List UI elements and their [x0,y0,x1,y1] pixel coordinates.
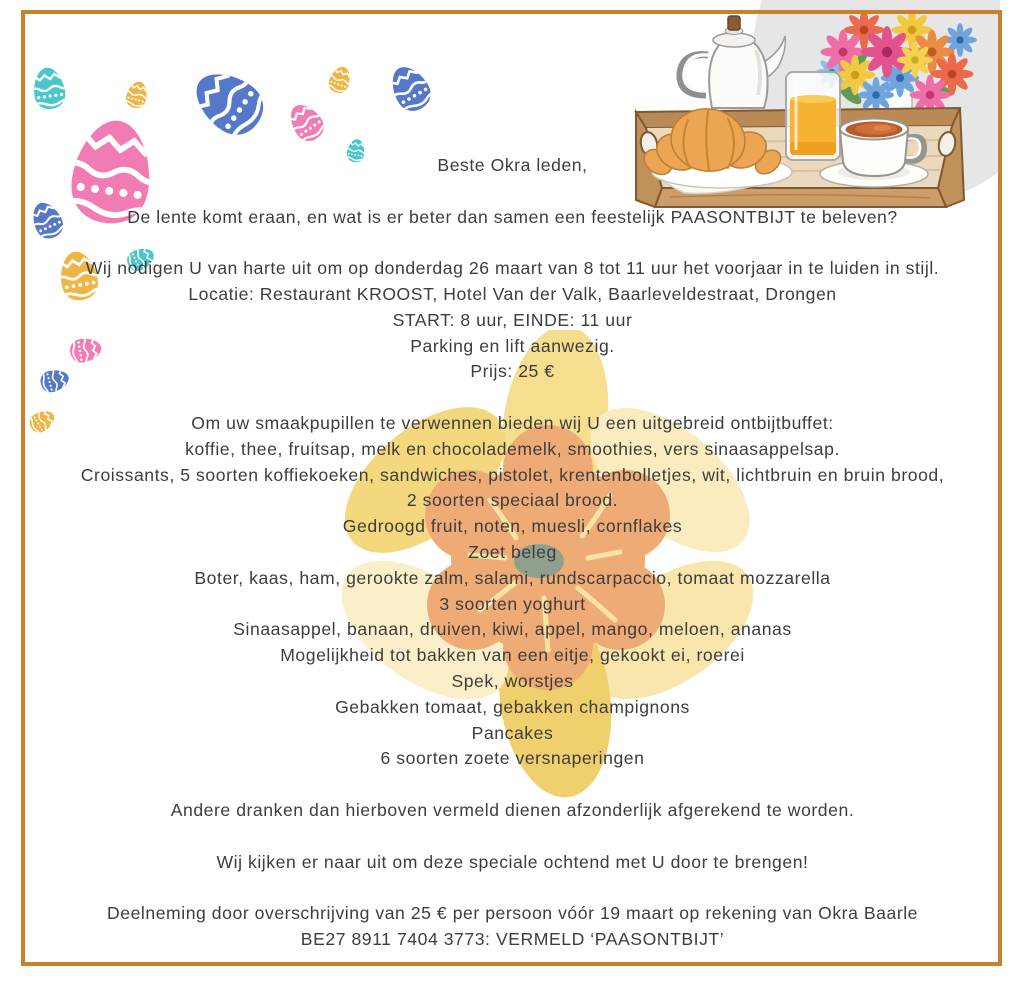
text-line: Om uw smaakpupillen te verwennen bieden wij U een uitgebreid ontbijtbuffet: [191,412,834,433]
letter-body [0,153,1025,953]
text-line: 3 soorten yoghurt [439,593,586,614]
easter-egg-icon [121,77,154,112]
event-details [0,256,1025,385]
text-line: Deelneming door overschrijving van 25 € per persoon vóór 19 maart op rekening van Okra Baarle [106,903,919,924]
easter-egg-icon [28,61,71,116]
blank-line [0,179,1025,205]
salutation-line: Beste Okra leden, [437,155,588,175]
text-line: BE27 8911 7404 3773: VERMELD ‘PAASONTBIJT’ [300,928,725,949]
text-line: koffie, thee, fruitsap, melk en chocolademelk, smoothies, vers sinaasappelsap. [185,438,840,459]
text-line: Gebakken tomaat, gebakken champignons [335,696,690,717]
text-line: 6 soorten zoete versnaperingen [380,748,645,769]
easter-egg-icon [279,94,333,149]
payment-info [0,901,1025,953]
text-line: Mogelijkheid tot bakken van een eitje, gekookt ei, roerei [280,645,745,666]
text-line: Gedroogd fruit, noten, muesli, cornflakes [342,516,683,537]
text-line: Prijs: 25 € [470,361,555,382]
text-line: Boter, kaas, ham, gerookte zalm, salami, rundscarpaccio, tomaat mozzarella [194,567,831,588]
intro-line: De lente komt eraan, en wat is er beter dan samen een feestelijk PAASONTBIJT te beleven? [127,206,898,227]
text-line: 2 soorten speciaal brood. [406,490,619,511]
easter-egg-icon [177,53,280,151]
closing-line: Wij kijken er naar uit om deze speciale ochtend met U door te brengen! [216,851,809,872]
text-line: Locatie: Restaurant KROOST, Hotel Van der Valk, Baarleveldestraat, Drongen [188,283,837,304]
buffet-menu [0,411,1025,772]
text-line: START: 8 uur, EINDE: 11 uur [392,309,633,330]
blank-line [0,772,1025,798]
text-line: Sinaasappel, banaan, druiven, kiwi, appel, mango, meloen, ananas [233,619,792,640]
text-line: Spek, worstjes [451,670,574,691]
orange-juice-glass-icon [786,72,840,160]
easter-egg-icon [323,61,357,97]
text-line: Pancakes [471,722,554,743]
easter-egg-icon [379,56,440,120]
blank-line [0,385,1025,411]
text-line: Croissants, 5 soorten koffiekoeken, sandwiches, pistolet, krentenbolletjes, wit, lichtbruin en bruin brood, [80,464,945,485]
blank-line [0,824,1025,850]
drinks-note-line: Andere dranken dan hierboven vermeld dienen afzonderlijk afgerekend te worden. [170,799,855,820]
blank-line [0,875,1025,901]
text-line: Zoet beleg [468,541,557,562]
text-line: Wij nodigen U van harte uit om op donderdag 26 maart van 8 tot 11 uur het voorjaar in te luiden in stijl. [85,258,940,279]
text-line: Parking en lift aanwezig. [410,335,615,356]
blank-line [0,230,1025,256]
